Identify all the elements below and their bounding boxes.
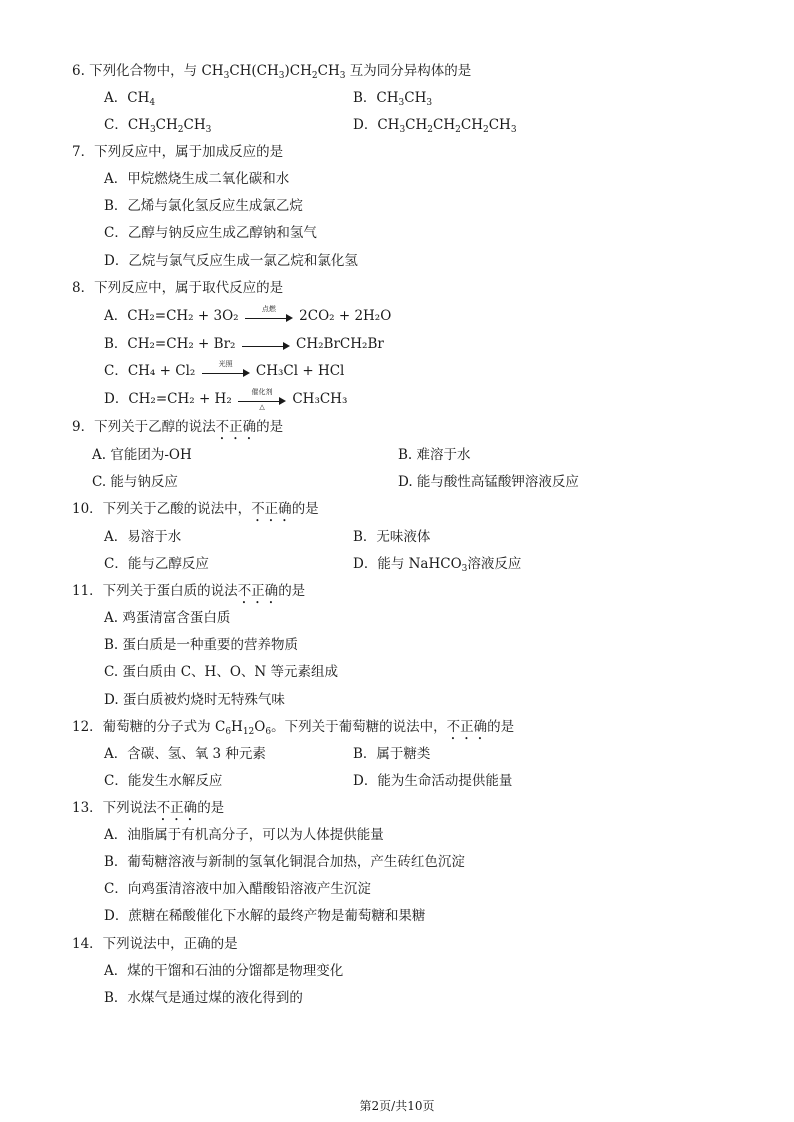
q13-option-c: C．向鸡蛋清溶液中加入醋酸铅溶液产生沉淀: [104, 881, 371, 897]
q8-option-c: C．CH₄ + Cl₂ 光照 CH₃Cl + HCl: [104, 359, 345, 379]
q14-option-a: A．煤的干馏和石油的分馏都是物理变化: [104, 963, 344, 979]
q13-option-d: D．蔗糖在稀酸催化下水解的最终产物是葡萄糖和果糖: [104, 908, 426, 924]
q12-stem: 12．葡萄糖的分子式为 $C_6H_{12}O_6$。下列关于葡萄糖的说法中，不正确的是: [72, 719, 515, 737]
q9-option-b: B. 难溶于水: [398, 447, 471, 463]
q6-option-d: D．$CH_3CH_2CH_2CH_2CH_3$: [353, 117, 517, 135]
q8-option-b: B．CH₂=CH₂ + Br₂ CH₂BrCH₂Br: [104, 336, 384, 352]
reaction-arrow: 催化剂 △: [238, 393, 286, 407]
q10-option-c: C．能与乙醇反应: [104, 556, 209, 572]
q10-stem: 10．下列关于乙酸的说法中，不正确的是: [72, 501, 319, 517]
q12-option-c: C．能发生水解反应: [104, 773, 223, 789]
q14-option-b: B．水煤气是通过煤的液化得到的: [104, 990, 303, 1006]
q10-option-d: D．能与 NaHCO$_3$溶液反应: [353, 556, 522, 574]
q10-option-a: A．易溶于水: [104, 529, 182, 545]
q6-option-c: C．$CH_3CH_2CH_3$: [104, 117, 212, 135]
q9-option-a: A. 官能团为-OH: [92, 447, 192, 463]
reaction-arrow: [242, 338, 290, 352]
q10-option-b: B．无味液体: [353, 529, 431, 545]
q11-option-c: C. 蛋白质由 C、H、O、N 等元素组成: [104, 664, 338, 680]
q9-stem: 9．下列关于乙醇的说法不正确的是: [72, 419, 284, 435]
q7-option-c: C．乙醇与钠反应生成乙醇钠和氢气: [104, 225, 317, 241]
q8-stem: 8．下列反应中，属于取代反应的是: [72, 280, 284, 296]
q11-option-a: A. 鸡蛋清富含蛋白质: [104, 610, 231, 626]
q11-stem: 11．下列关于蛋白质的说法不正确的是: [72, 583, 306, 599]
q9-option-c: C. 能与钠反应: [92, 474, 178, 490]
q12-option-a: A．含碳、氢、氧 3 种元素: [104, 746, 266, 762]
q13-option-a: A．油脂属于有机高分子，可以为人体提供能量: [104, 827, 384, 843]
reaction-arrow: 点燃: [245, 310, 293, 324]
q6-stem: 6. 下列化合物中，与 $CH_3CH(CH_3)CH_2CH_3$ 互为同分异构体的是: [72, 63, 472, 81]
q6-option-b: B．$CH_3CH_3$: [353, 90, 433, 108]
q11-option-b: B. 蛋白质是一种重要的营养物质: [104, 637, 299, 653]
q7-option-b: B．乙烯与氯化氢反应生成氯乙烷: [104, 198, 303, 214]
q7-stem: 7．下列反应中，属于加成反应的是: [72, 144, 284, 160]
page-number: 第2页/共10页: [359, 1099, 435, 1113]
q8-option-d: D．CH₂=CH₂ + H₂ 催化剂 △ CH₃CH₃: [104, 387, 348, 411]
q6-option-a: A．$CH_4$: [104, 90, 156, 108]
q7-option-a: A．甲烷燃烧生成二氧化碳和水: [104, 171, 290, 187]
q13-stem: 13．下列说法不正确的是: [72, 800, 225, 816]
reaction-arrow: 光照: [202, 365, 250, 379]
q12-option-b: B．属于糖类: [353, 746, 431, 762]
q14-stem: 14．下列说法中，正确的是: [72, 936, 238, 952]
q7-option-d: D．乙烷与氯气反应生成一氯乙烷和氯化氢: [104, 253, 358, 269]
q9-option-d: D. 能与酸性高锰酸钾溶液反应: [398, 474, 579, 490]
q8-option-a: A．CH₂=CH₂ + 3O₂ 点燃 2CO₂ + 2H₂O: [104, 304, 392, 324]
q11-option-d: D. 蛋白质被灼烧时无特殊气味: [104, 692, 285, 708]
q13-option-b: B．葡萄糖溶液与新制的氢氧化铜混合加热，产生砖红色沉淀: [104, 854, 465, 870]
q12-option-d: D．能为生命活动提供能量: [353, 773, 513, 789]
